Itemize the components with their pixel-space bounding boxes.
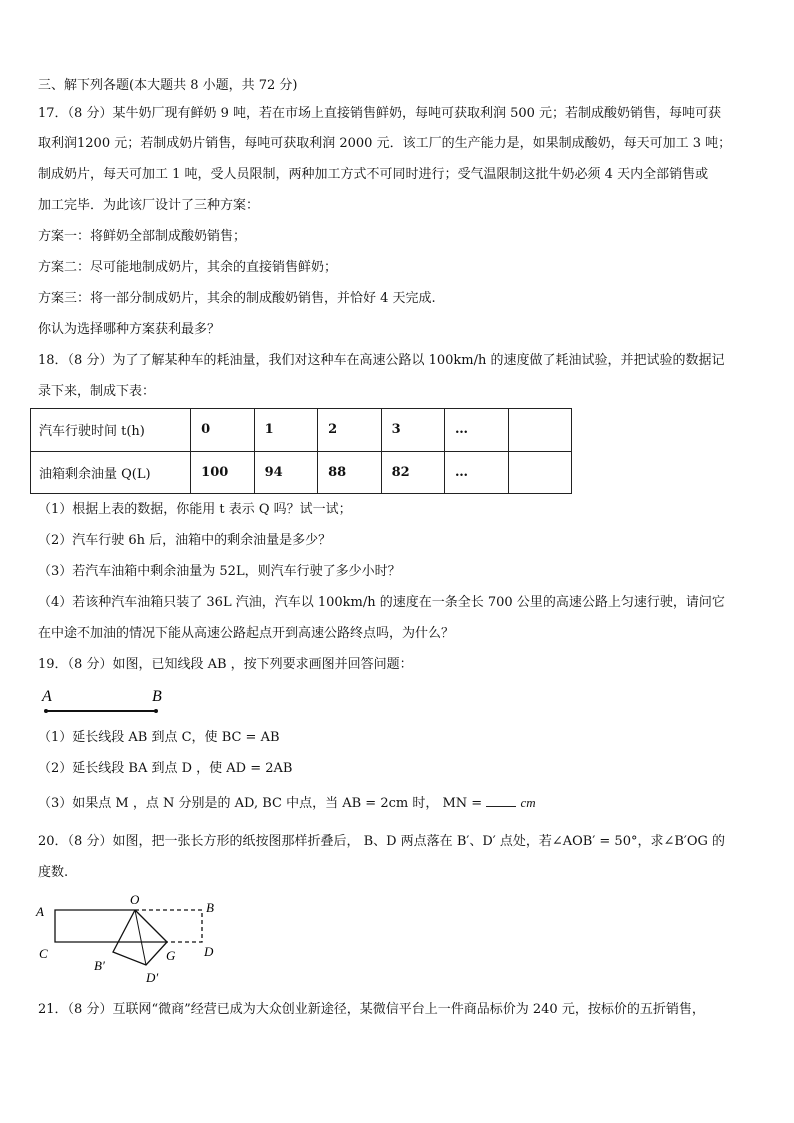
table-cell: 0: [191, 409, 254, 452]
section-title: 三、解下列各题(本大题共 8 小题，共 72 分): [38, 78, 298, 93]
q17-plan-1: 方案一：将鲜奶全部制成酸奶销售；: [38, 229, 247, 244]
table-cell: 1: [254, 409, 317, 452]
q18-sub-1: （1）根据上表的数据，你能用 t 表示 Q 吗？试一试；: [38, 502, 352, 517]
q19-sub-3-unit: cm: [520, 795, 536, 810]
q19-sub-3-text: （3）如果点 M ，点 N 分别是的 AD, BC 中点，当 AB = 2cm 时， MN =: [38, 796, 487, 811]
q17-plan-3: 方案三：将一部分制成奶片，其余的制成酸奶销售，并恰好 4 天完成.: [38, 291, 436, 306]
label-C: C: [39, 946, 48, 961]
table-cell: …: [445, 409, 508, 452]
table-cell: 3: [381, 409, 444, 452]
q17-line-3: 制成奶片，每天可加工 1 吨，受人员限制，两种加工方式不可同时进行；受气温限制这批牛奶必须 4 天内全部销售或: [38, 167, 709, 182]
q20-intro-1: 20．（8 分）如图，把一张长方形的纸按图那样折叠后， B、D 两点落在 B′、D′ 点处，若∠AOB′ = 50°，求∠B′OG 的: [38, 834, 726, 849]
label-B: B: [206, 900, 214, 915]
table-row: [31, 409, 572, 452]
line-od: [135, 910, 146, 965]
table-cell: 82: [381, 451, 444, 494]
q19-sub-2: （2）延长线段 BA 到点 D ，使 AD = 2AB: [38, 761, 293, 776]
fold-line-og: [135, 910, 167, 942]
point-b: [154, 709, 158, 713]
q20-intro-2: 度数.: [38, 865, 69, 880]
label-G: G: [166, 948, 176, 963]
table-cell: 88: [318, 451, 381, 494]
label-b: B: [152, 688, 162, 705]
label-A: A: [36, 904, 44, 919]
q17-plan-2: 方案二：尽可能地制成奶片，其余的直接销售鲜奶；: [38, 260, 338, 275]
point-a: [44, 709, 48, 713]
table-cell: 100: [191, 451, 254, 494]
fuel-table: [30, 408, 572, 494]
q21-intro-1: 21．（8 分）互联网“微商”经营已成为大众创业新途径，某微信平台上一件商品标价为 240 元，按标价的五折销售，: [38, 1002, 705, 1017]
row-label-fuel: 油箱剩余油量 Q(L): [31, 451, 191, 494]
label-D-prime: D′: [146, 970, 159, 985]
label-a: A: [42, 688, 52, 705]
q18-sub-4b: 在中途不加油的情况下能从高速公路起点开到高速公路终点吗，为什么？: [38, 626, 455, 641]
q19-sub-3: [38, 793, 536, 814]
q17-line-2: 取利润1200 元；若制成奶片销售，每吨可获取利润 2000 元．该工厂的生产能力是，如果制成酸奶，每天可加工 3 吨；: [38, 136, 732, 151]
fold-figure: [36, 892, 236, 992]
label-O: O: [130, 892, 140, 907]
q17-question: 你认为选择哪种方案获利最多？: [38, 322, 221, 337]
row-label-time: 汽车行驶时间 t(h): [31, 409, 191, 452]
table-cell: …: [445, 451, 508, 494]
table-cell: 2: [318, 409, 381, 452]
q19-sub-1: （1）延长线段 AB 到点 C，使 BC = AB: [38, 730, 280, 745]
q17-line-4: 加工完毕．为此该厂设计了三种方案：: [38, 198, 260, 213]
table-row: [31, 451, 572, 494]
rect-right-dashed: [135, 910, 202, 942]
segment-ab-figure: [38, 688, 178, 718]
table-cell: [508, 451, 571, 494]
q18-sub-4a: （4）若该种汽车油箱只装了 36L 汽油，汽车以 100km/h 的速度在一条全长 700 公里的高速公路上匀速行驶，请问它: [38, 595, 725, 610]
label-D: D: [204, 944, 214, 959]
q18-intro-1: 18．（8 分）为了了解某种车的耗油量，我们对这种车在高速公路以 100km/h 的速度做了耗油试验，并把试验的数据记: [38, 353, 725, 368]
answer-blank: [486, 794, 516, 807]
table-cell: 94: [254, 451, 317, 494]
label-B-prime: B′: [94, 958, 105, 973]
q18-intro-2: 录下来，制成下表：: [38, 384, 156, 399]
q19-intro: 19．（8 分）如图，已知线段 AB ，按下列要求画图并回答问题：: [38, 657, 413, 672]
q17-line-1: 17．（8 分）某牛奶厂现有鲜奶 9 吨，若在市场上直接销售鲜奶，每吨可获取利润 500 元；若制成酸奶销售，每吨可获: [38, 106, 722, 121]
table-cell: [508, 409, 571, 452]
q18-sub-2: （2）汽车行驶 6h 后，油箱中的剩余油量是多少？: [38, 533, 332, 548]
q18-sub-3: （3）若汽车油箱中剩余油量为 52L，则汽车行驶了多少小时？: [38, 564, 401, 579]
